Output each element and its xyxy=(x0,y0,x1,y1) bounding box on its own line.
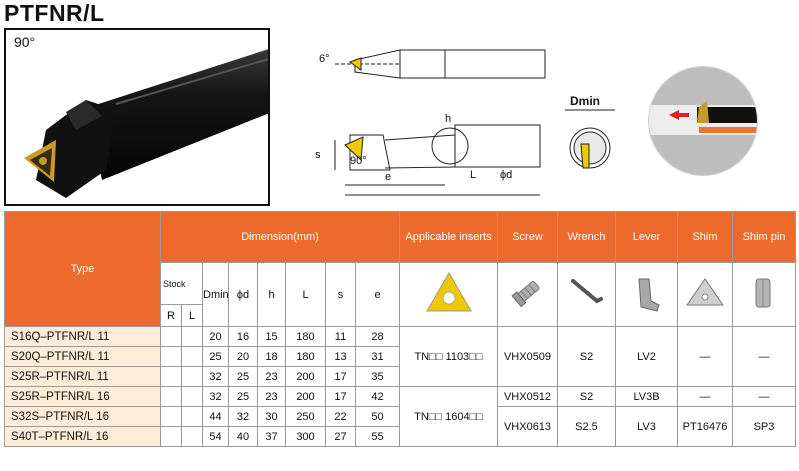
table-row xyxy=(5,387,796,407)
L-label: L xyxy=(470,169,477,181)
type-header: Type xyxy=(5,212,161,327)
e-label: e xyxy=(385,171,392,183)
d-subheader: ϕd xyxy=(229,263,258,327)
h-cell: 23 xyxy=(258,387,286,407)
wrench-cell: S2 xyxy=(558,387,616,407)
screw-icon xyxy=(498,263,558,327)
shim-cell: — xyxy=(678,387,733,407)
type-cell: S25R–PTFNR/L 16 xyxy=(5,387,161,407)
e-cell: 50 xyxy=(356,407,400,427)
dmin-cell: 20 xyxy=(203,327,229,347)
L-cell: 200 xyxy=(286,367,326,387)
h-cell: 37 xyxy=(258,427,286,447)
boring-bar-image xyxy=(6,30,270,206)
dmin-cell: 25 xyxy=(203,347,229,367)
s-label: s xyxy=(315,149,321,161)
h-label: h xyxy=(445,113,452,125)
angle-6-label: 6° xyxy=(319,53,330,65)
type-cell: S16Q–PTFNR/L 11 xyxy=(5,327,161,347)
stock-subheader: Stock xyxy=(161,263,203,305)
screw-cell: VHX0613 xyxy=(498,407,558,447)
application-illustration xyxy=(648,66,758,176)
h-cell: 15 xyxy=(258,327,286,347)
e-cell: 31 xyxy=(356,347,400,367)
dimension-header: Dimension(mm) xyxy=(161,212,400,263)
insert-cell: TN□□ 1604□□ xyxy=(400,387,498,447)
h-cell: 23 xyxy=(258,367,286,387)
h-cell: 30 xyxy=(258,407,286,427)
dmin-cell: 32 xyxy=(203,387,229,407)
d-cell: 20 xyxy=(229,347,258,367)
type-cell: S40T–PTFNR/L 16 xyxy=(5,427,161,447)
e-cell: 55 xyxy=(356,427,400,447)
dmin-cell: 54 xyxy=(203,427,229,447)
shim-pin-cell: — xyxy=(733,387,796,407)
shim-icon xyxy=(678,263,733,327)
s-cell: 17 xyxy=(326,367,356,387)
wrench-header: Wrench xyxy=(558,212,616,263)
d-cell: 40 xyxy=(229,427,258,447)
d-label: ϕd xyxy=(500,169,513,181)
lever-header: Lever xyxy=(616,212,678,263)
lever-cell: LV3B xyxy=(616,387,678,407)
L-cell: 300 xyxy=(286,427,326,447)
d-cell: 32 xyxy=(229,407,258,427)
s-cell: 17 xyxy=(326,387,356,407)
wrench-icon xyxy=(558,263,616,327)
screw-header: Screw xyxy=(498,212,558,263)
page-title: PTFNR/L xyxy=(4,0,105,26)
h-cell: 18 xyxy=(258,347,286,367)
lever-cell: LV2 xyxy=(616,327,678,387)
spec-table xyxy=(4,211,796,447)
l-subheader: L xyxy=(182,305,203,327)
s-subheader: s xyxy=(326,263,356,327)
screw-cell: VHX0509 xyxy=(498,327,558,387)
e-subheader: e xyxy=(356,263,400,327)
s-cell: 11 xyxy=(326,327,356,347)
shim-pin-icon xyxy=(733,263,796,327)
inserts-header: Applicable inserts xyxy=(400,212,498,263)
s-cell: 22 xyxy=(326,407,356,427)
r-subheader: R xyxy=(161,305,182,327)
L-cell: 180 xyxy=(286,327,326,347)
dmin-cell: 44 xyxy=(203,407,229,427)
d-cell: 25 xyxy=(229,387,258,407)
shim-header: Shim xyxy=(678,212,733,263)
L-subheader: L xyxy=(286,263,326,327)
angle-90-label: 90° xyxy=(350,155,367,167)
s-cell: 27 xyxy=(326,427,356,447)
table-row xyxy=(5,327,796,347)
dmin-label: Dmin xyxy=(570,94,600,108)
dmin-cell: 32 xyxy=(203,367,229,387)
screw-cell: VHX0512 xyxy=(498,387,558,407)
shim-pin-cell: — xyxy=(733,327,796,387)
lever-icon xyxy=(616,263,678,327)
shim-cell: — xyxy=(678,327,733,387)
wrench-cell: S2.5 xyxy=(558,407,616,447)
side-view xyxy=(350,125,540,170)
L-cell: 180 xyxy=(286,347,326,367)
top-view xyxy=(335,50,545,78)
h-subheader: h xyxy=(258,263,286,327)
type-cell: S25R–PTFNR/L 11 xyxy=(5,367,161,387)
dmin-subheader: Dmin xyxy=(203,263,229,327)
s-cell: 13 xyxy=(326,347,356,367)
insert-icon xyxy=(400,263,498,327)
insert-cell: TN□□ 1103□□ xyxy=(400,327,498,387)
tool-photo xyxy=(4,28,270,206)
L-cell: 200 xyxy=(286,387,326,407)
L-cell: 250 xyxy=(286,407,326,427)
lever-cell: LV3 xyxy=(616,407,678,447)
d-cell: 16 xyxy=(229,327,258,347)
type-cell: S20Q–PTFNR/L 11 xyxy=(5,347,161,367)
e-cell: 42 xyxy=(356,387,400,407)
shim-pin-cell: SP3 xyxy=(733,407,796,447)
d-cell: 25 xyxy=(229,367,258,387)
type-cell: S32S–PTFNR/L 16 xyxy=(5,407,161,427)
shim-cell: PT16476 xyxy=(678,407,733,447)
e-cell: 35 xyxy=(356,367,400,387)
technical-drawing xyxy=(295,40,655,200)
shim-pin-header: Shim pin xyxy=(733,212,796,263)
approach-angle-label: 90° xyxy=(14,34,36,50)
e-cell: 28 xyxy=(356,327,400,347)
wrench-cell: S2 xyxy=(558,327,616,387)
